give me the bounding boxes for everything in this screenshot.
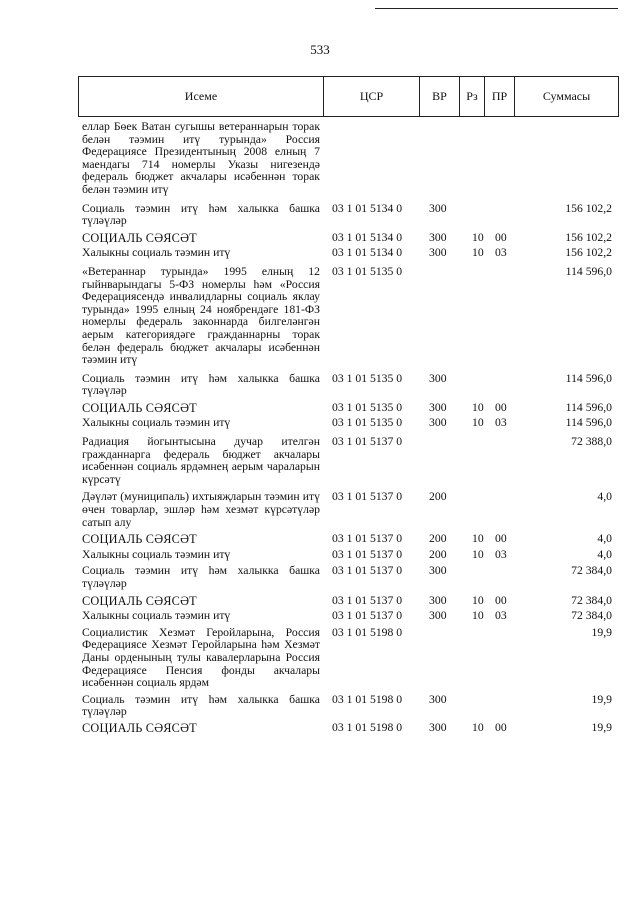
cell-sum: 114 596,0: [565, 264, 612, 278]
header-sum: Суммасы: [542, 89, 591, 103]
cell-pr: 03: [495, 246, 507, 260]
table-row: [82, 549, 612, 562]
cell-pr: 03: [495, 547, 507, 561]
cell-sum: 114 596,0: [565, 400, 612, 414]
header-vr: ВР: [420, 77, 460, 116]
cell-csr: 03 1 01 5135 0: [332, 264, 403, 278]
cell-pr: 00: [495, 720, 507, 734]
table-row: [82, 610, 612, 623]
cell-vr: 300: [429, 720, 447, 734]
cell-name: Социаль тәэмин итү һәм халыкка башка түләүләр: [82, 564, 320, 590]
table-row: [82, 627, 612, 690]
cell-sum: 19,9: [591, 692, 612, 706]
cell-csr: 03 1 01 5137 0: [332, 547, 403, 561]
cell-vr: 300: [429, 593, 447, 607]
table-row: [82, 247, 612, 260]
cell-name: Халыкны социаль тәэмин итү: [82, 547, 231, 561]
cell-rz: 10: [472, 547, 484, 561]
cell-vr: 300: [429, 201, 447, 215]
cell-sum: 156 102,2: [565, 230, 612, 244]
cell-vr: 300: [429, 246, 447, 260]
cell-sum: 156 102,2: [565, 201, 612, 215]
cell-pr: 00: [495, 532, 507, 546]
cell-sum: 114 596,0: [565, 416, 612, 430]
cell-name: СОЦИАЛЬ СӘЯСӘТ: [82, 230, 197, 245]
cell-vr: 200: [429, 547, 447, 561]
cell-rz: 10: [472, 230, 484, 244]
cell-rz: 10: [472, 532, 484, 546]
table-row: [82, 121, 612, 197]
cell-rz: 10: [472, 720, 484, 734]
cell-rz: 10: [472, 416, 484, 430]
cell-name: СОЦИАЛЬ СӘЯСӘТ: [82, 720, 197, 735]
cell-sum: 72 384,0: [571, 593, 612, 607]
cell-sum: 156 102,2: [565, 246, 612, 260]
cell-name: Социаль тәэмин итү һәм халыкка башка түләүләр: [82, 371, 320, 398]
table-row: [82, 402, 612, 415]
cell-csr: 03 1 01 5137 0: [332, 435, 403, 449]
cell-vr: 300: [429, 371, 447, 385]
cell-rz: 10: [472, 609, 484, 623]
top-rule: [375, 8, 618, 9]
cell-name: СОЦИАЛЬ СӘЯСӘТ: [82, 593, 197, 608]
cell-csr: 03 1 01 5198 0: [332, 692, 403, 706]
cell-csr: 03 1 01 5198 0: [332, 625, 403, 639]
cell-name: Социалистик Хезмәт Геройларына, Россия Федерациясе Хезмәт Геройларына һәм Хезмәт Даны орденының тулы кавалерларына Россия Федерациясе Пенсия фонды акчалары исәбеннән социаль ярдәм: [82, 625, 320, 690]
cell-csr: 03 1 01 5135 0: [332, 371, 403, 385]
cell-vr: 300: [429, 400, 447, 414]
header-pr: ПР: [485, 77, 515, 116]
table-row: [82, 565, 612, 590]
table-row: [82, 436, 612, 486]
cell-sum: 19,9: [591, 720, 612, 734]
cell-sum: 19,9: [591, 625, 612, 639]
cell-sum: 72 384,0: [571, 609, 612, 623]
page-number: 533: [310, 42, 330, 57]
cell-sum: 4,0: [597, 490, 612, 504]
cell-pr: 00: [495, 230, 507, 244]
cell-csr: 03 1 01 5137 0: [332, 490, 403, 504]
table-row: [82, 266, 612, 367]
cell-name: Халыкны социаль тәэмин итү: [82, 609, 231, 623]
cell-csr: 03 1 01 5134 0: [332, 246, 403, 260]
table-row: [82, 232, 612, 245]
cell-csr: 03 1 01 5134 0: [332, 201, 403, 215]
cell-csr: 03 1 01 5135 0: [332, 400, 403, 414]
cell-pr: 03: [495, 416, 507, 430]
cell-rz: 10: [472, 246, 484, 260]
cell-name: СОЦИАЛЬ СӘЯСӘТ: [82, 400, 197, 415]
cell-pr: 00: [495, 593, 507, 607]
cell-sum: 114 596,0: [565, 371, 612, 385]
cell-sum: 72 388,0: [571, 435, 612, 449]
cell-pr: 03: [495, 609, 507, 623]
cell-csr: 03 1 01 5198 0: [332, 720, 403, 734]
cell-name: Социаль тәэмин итү һәм халыкка башка түләүләр: [82, 201, 320, 228]
cell-vr: 300: [429, 564, 447, 578]
cell-vr: 300: [429, 416, 447, 430]
cell-csr: 03 1 01 5137 0: [332, 564, 403, 578]
cell-vr: 300: [429, 230, 447, 244]
cell-name: Социаль тәэмин итү һәм халыкка башка түләүләр: [82, 692, 320, 719]
cell-vr: 200: [429, 490, 447, 504]
cell-csr: 03 1 01 5134 0: [332, 230, 403, 244]
cell-name: «Ветераннар турында» 1995 елның 12 гыйнварындагы 5-ФЗ номерлы һәм «Россия Федерациясендә инвалидларны социаль яклау турында» 1995 елның 24 ноябрендәге 181-ФЗ номерлы федераль законнарда билгеләнгән аерым категориядәге гражданнарны торак белән федераль бюджет акчалары исәбеннән тәэмин итү: [82, 264, 320, 367]
table-row: [82, 533, 612, 546]
cell-name: еллар Бөек Ватан сугышы ветераннарын торак белән тәэмин итү турында» Россия Федерациясе Президентының 2008 елның 7 маендагы 714 номерлы Указы нигезендә федераль бюджет акчалары исәбеннән торак белән тәэмин итү: [82, 120, 320, 196]
table-row: [82, 373, 612, 398]
cell-vr: 300: [429, 692, 447, 706]
cell-csr: 03 1 01 5137 0: [332, 609, 403, 623]
cell-csr: 03 1 01 5135 0: [332, 416, 403, 430]
table-row: [82, 595, 612, 608]
table-row: [82, 203, 612, 228]
cell-csr: 03 1 01 5137 0: [332, 532, 403, 546]
cell-name: Халыкны социаль тәэмин итү: [82, 416, 231, 430]
cell-vr: 200: [429, 532, 447, 546]
header-csr: ЦСР: [324, 77, 420, 116]
cell-csr: 03 1 01 5137 0: [332, 593, 403, 607]
table-row: [82, 694, 612, 719]
cell-name: Радиация йогынтысына дучар ителгән гражданнарга федераль бюджет акчалары исәбеннән социаль ярдәмнең аерым чараларын күрсәтү: [82, 435, 320, 486]
cell-vr: 300: [429, 609, 447, 623]
table-row: [82, 417, 612, 430]
header-name: Исеме: [79, 77, 324, 116]
table-header: [78, 76, 619, 117]
header-rz: Рз: [460, 77, 485, 116]
cell-rz: 10: [472, 400, 484, 414]
table-row: [82, 722, 612, 735]
cell-rz: 10: [472, 593, 484, 607]
cell-name: Дәүләт (муниципаль) ихтыяҗларын тәэмин итү өчен товарлар, эшләр һәм хезмәт күрсәтүләр сатып алу: [82, 490, 320, 529]
table-row: [82, 491, 612, 529]
cell-name: СОЦИАЛЬ СӘЯСӘТ: [82, 532, 197, 547]
cell-sum: 4,0: [597, 547, 612, 561]
cell-name: Халыкны социаль тәэмин итү: [82, 246, 231, 260]
cell-pr: 00: [495, 400, 507, 414]
cell-sum: 4,0: [597, 532, 612, 546]
cell-sum: 72 384,0: [571, 564, 612, 578]
table-body: [82, 117, 612, 735]
